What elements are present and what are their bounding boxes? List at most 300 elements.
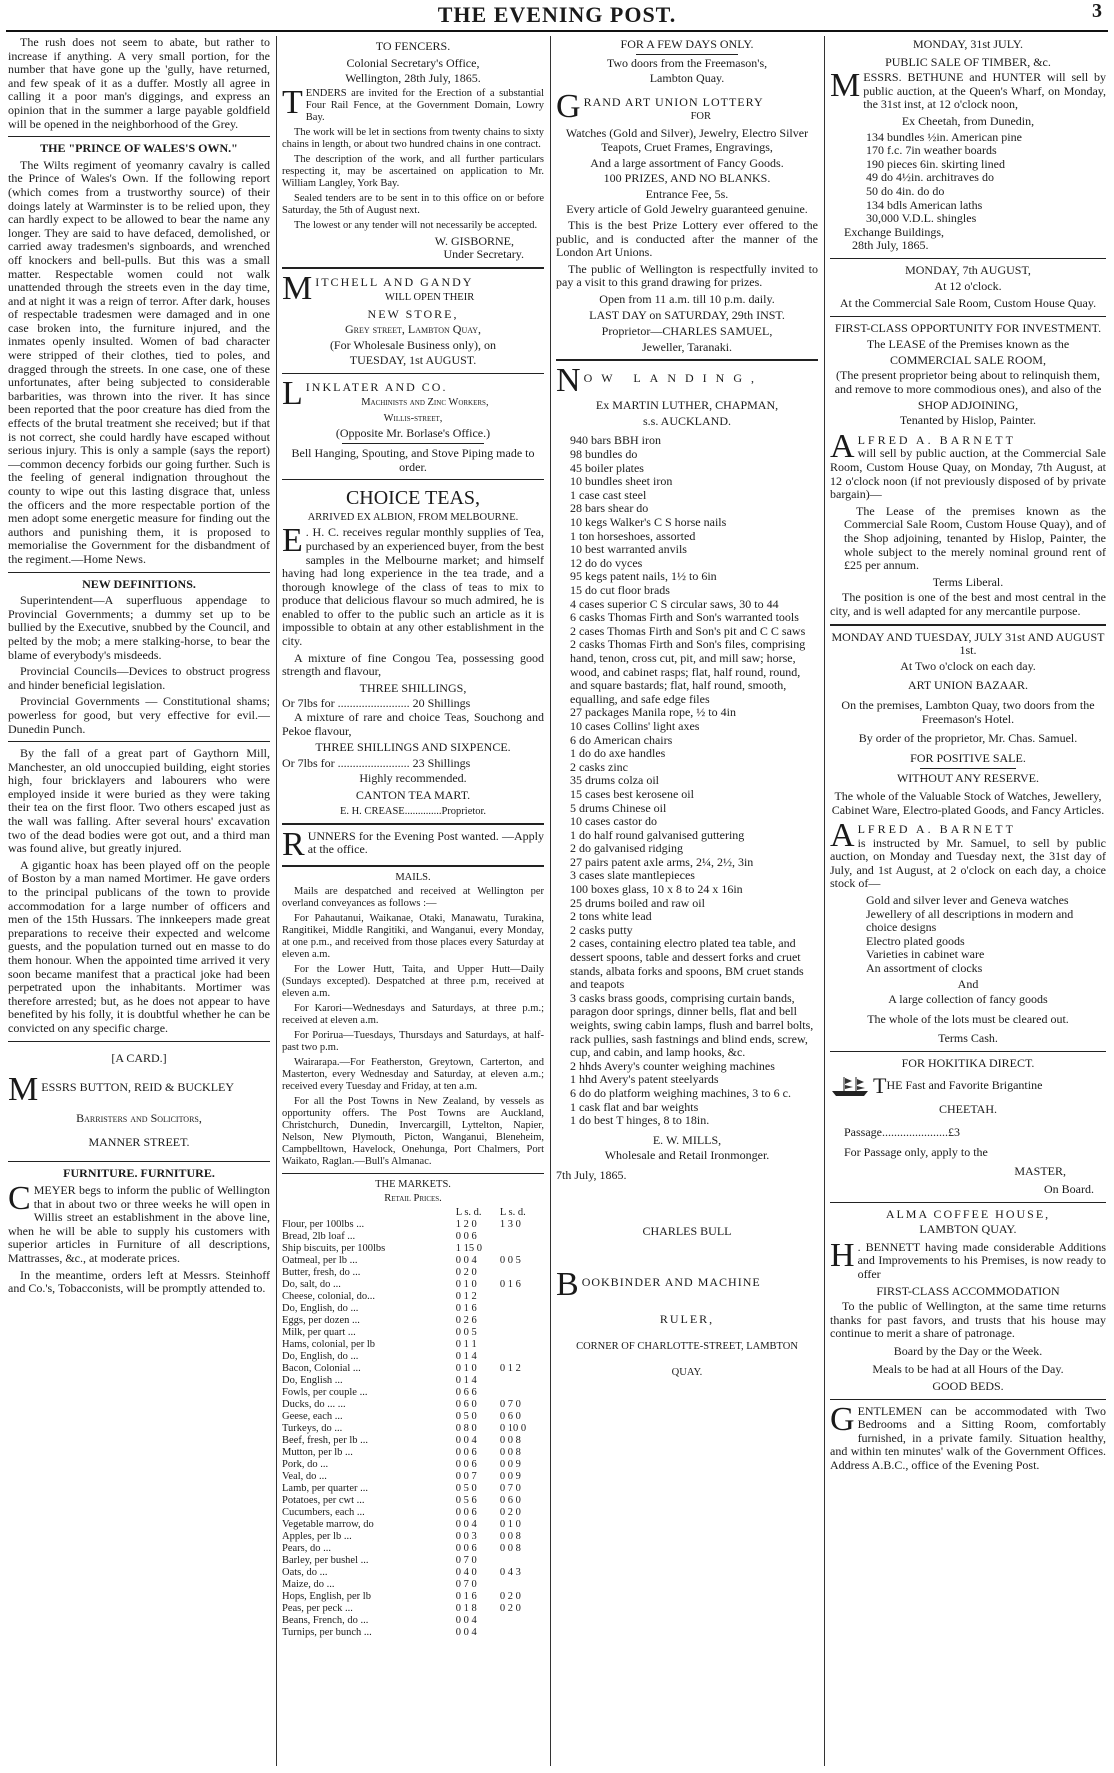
masthead-rule: [6, 30, 1108, 32]
price-value: [500, 1243, 544, 1255]
table-row: [282, 1435, 544, 1447]
mg-address: Grey street, Lambton Quay,: [344, 322, 482, 337]
column-2: [282, 36, 544, 1766]
price-value: 1 2 0: [455, 1218, 477, 1230]
price-value: 0 1 6: [499, 1278, 521, 1290]
cb-name: CHARLES BULL: [642, 1223, 732, 1238]
price-item: Maize, do ...: [282, 1578, 335, 1590]
timber-date: 28th July, 1865.: [852, 238, 929, 253]
list-item: 6 casks Thomas Firth and Son's warranted tools: [570, 610, 799, 625]
list-item: 98 bundles do: [570, 447, 638, 462]
mt-title: MONDAY AND TUESDAY, JULY 31st AND AUGUST 1st.: [831, 629, 1105, 658]
price-item: Mutton, per lb ...: [282, 1446, 353, 1458]
ad-now-landing: [556, 362, 818, 1182]
markets-title: THE MARKETS.: [375, 1178, 451, 1190]
table-row: [282, 1339, 544, 1351]
mon-title: MONDAY, 31st JULY.: [913, 37, 1023, 51]
column-divider: [824, 36, 825, 1766]
hok-ship: CHEETAH.: [938, 1101, 998, 1116]
fco-body-2: (The present proprietor being about to relinquish them, and remove to more commodious ones), and also of the: [834, 368, 1102, 397]
table-row: [282, 1363, 544, 1375]
drop-cap: R: [282, 825, 305, 863]
gau-guarantee: Every article of Gold Jewelry guaranteed genuine.: [566, 202, 808, 217]
table-row: [282, 1459, 544, 1471]
price-value: 0 6 0: [499, 1410, 521, 1422]
price-value: 0 5 0: [455, 1410, 477, 1422]
price-value: 0 7 0: [455, 1578, 477, 1590]
page-number: 3: [1092, 0, 1102, 22]
price-item: Hops, English, per lb: [282, 1590, 371, 1602]
price-value: 0 0 3: [455, 1530, 477, 1542]
price-item: Turnips, per bunch ...: [282, 1626, 372, 1638]
teas-price-1: THREE SHILLINGS,: [359, 680, 467, 695]
price-item: Bacon, Colonial ...: [282, 1362, 361, 1374]
divider: [282, 267, 544, 269]
fencers-body-4: Sealed tenders are to be sent in to this office on or before Saturday, the 5th of August next.: [282, 192, 544, 216]
ad-hokitika: [830, 1072, 1106, 1197]
divider: [830, 624, 1106, 626]
drop-cap: M: [830, 67, 861, 105]
gau-open: Open from 11 a.m. till 10 p.m. daily.: [599, 291, 775, 306]
mon7-where: At the Commercial Sale Room, Custom House Quay.: [839, 296, 1097, 311]
price-item: Milk, per quart ...: [282, 1326, 356, 1338]
ab2-list: [830, 894, 1106, 976]
list-item: 2 tons white lead: [570, 909, 652, 924]
gau-prizes: 100 PRIZES, AND NO BLANKS.: [603, 171, 771, 186]
price-item: Hams, colonial, per lb: [282, 1338, 376, 1350]
table-row: [282, 1399, 544, 1411]
fco-tenant: Tenanted by Hislop, Painter.: [899, 413, 1037, 428]
nl-ship: s.s. AUCKLAND.: [642, 413, 731, 428]
ad-art-union-lottery: [556, 87, 818, 355]
price-value: 0 7 0: [499, 1482, 521, 1494]
price-item: Oats, do ...: [282, 1566, 328, 1578]
list-item: 10 cases castor do: [570, 814, 657, 829]
newspaper-title: THE EVENING POST.: [437, 2, 677, 27]
alma-meals: Meals to be had at all Hours of the Day.: [872, 1361, 1064, 1376]
table-row: [282, 1555, 544, 1567]
divider: [636, 54, 738, 55]
table-row: [282, 1255, 544, 1267]
mg-store: NEW STORE,: [367, 306, 459, 321]
aub-reserve: WITHOUT ANY RESERVE.: [896, 771, 1040, 786]
price-value: 0 1 6: [455, 1590, 477, 1602]
nl-signature: E. W. MILLS,: [652, 1132, 722, 1147]
ad-furniture: [8, 1179, 270, 1296]
column-3: [556, 36, 818, 1766]
price-value: 0 0 4: [455, 1626, 477, 1638]
bb-ruler: RULER,: [659, 1312, 715, 1327]
price-item: Do, English, do ...: [282, 1302, 359, 1314]
price-value: [500, 1351, 544, 1363]
price-value: [500, 1327, 544, 1339]
ad-title-fencers: TO FENCERS.: [375, 39, 451, 53]
ffd-title: FOR A FEW DAYS ONLY.: [620, 37, 754, 51]
gau-fee: Entrance Fee, 5s.: [645, 186, 729, 201]
mt-time: At Two o'clock on each day.: [900, 658, 1036, 673]
gau-for: FOR: [690, 111, 711, 123]
table-row: [282, 1495, 544, 1507]
table-header: L s. d.: [499, 1206, 526, 1218]
list-item: 45 boiler plates: [570, 460, 644, 475]
price-item: Cheese, colonial, do...: [282, 1290, 376, 1302]
table-row: [282, 1375, 544, 1387]
teas-proprietor: E. H. CREASE..............Proprietor.: [339, 805, 487, 817]
teas-title: CHOICE TEAS,: [345, 487, 481, 510]
list-item: 1 cask flat and bar weights: [570, 1099, 699, 1114]
nl-signature-2: Wholesale and Retail Ironmonger.: [604, 1148, 770, 1163]
price-value: 0 1 0: [499, 1518, 521, 1530]
ad-teas: [282, 522, 544, 817]
fco-title: FIRST-CLASS OPPORTUNITY FOR INVESTMENT.: [834, 320, 1102, 335]
list-item: 134 bundles ½in. American pine: [866, 129, 1022, 144]
hok-master: MASTER,: [1014, 1164, 1066, 1179]
timber-list: [830, 131, 1106, 226]
gau-name: RAND ART UNION LOTTERY: [583, 94, 764, 109]
fencers-office: Colonial Secretary's Office,: [346, 55, 480, 70]
firm-name: ESSRS BUTTON, REID & BUCKLEY: [41, 1080, 235, 1095]
table-header: L s. d.: [455, 1206, 482, 1218]
price-value: 0 1 4: [455, 1374, 477, 1386]
price-value: 0 5 0: [455, 1482, 477, 1494]
price-value: [500, 1387, 544, 1399]
table-row: [282, 1291, 544, 1303]
table-row: [282, 1519, 544, 1531]
list-item: 1 do best T hinges, 8 to 18in.: [570, 1113, 710, 1128]
fco-shop: SHOP ADJOINING,: [917, 397, 1019, 412]
price-item: Beans, French, do ...: [282, 1614, 369, 1626]
price-value: [500, 1231, 544, 1243]
price-item: Vegetable marrow, do: [282, 1518, 374, 1530]
divider: [282, 1173, 544, 1174]
teas-mixture-1: A mixture of fine Congou Tea, possessing good strength and flavour,: [282, 650, 544, 679]
list-item: 10 best warranted anvils: [570, 542, 687, 557]
drop-cap: A: [830, 817, 855, 855]
divider: [830, 1051, 1106, 1052]
aub-positive: FOR POSITIVE SALE.: [910, 750, 1026, 765]
table-row: [282, 1231, 544, 1243]
mails-body-7: For all the Post Towns in New Zealand, by vessels as opportunity offers. The Post Towns are Auckland, Christchurch, Dunedin, Invercargill, Lyttelton, Napier, Nelson, New Plymouth, Picton, Wanganui, Bleneheim, Campbelltown, Havelock, Onehunga, Port Chalmers, Port Waikato, Raglan.—Bull's Almanac.: [282, 1095, 544, 1167]
table-row: [282, 1387, 544, 1399]
table-row: [282, 1507, 544, 1519]
price-value: 0 2 0: [499, 1590, 521, 1602]
table-row: [282, 1591, 544, 1603]
list-item: 10 bundles sheet iron: [570, 474, 673, 489]
table-row: [282, 1483, 544, 1495]
list-item: 12 do do vyces: [570, 555, 643, 570]
gau-proprietor-2: Jeweller, Taranaki.: [641, 339, 733, 354]
definition-superintendent: Superintendent—A superfluous appendage to Provincial Governments; a dummy set up to be bullied by the Executive, snubbed by the Council, and pelted by the mob; a mere stalking-horse, to bear the blame of everybody's misdeeds.: [8, 593, 270, 662]
lk-bell: Bell Hanging, Spouting, and Stove Piping made to order.: [291, 446, 535, 474]
nl-date: 7th July, 1865.: [556, 1167, 627, 1182]
list-item: 2 cases, containing electro plated tea table, and dessert spoons, table and dessert forks and cruet stands, albata forks and spoons, BM cruet stands and teapots: [570, 936, 804, 992]
price-item: Do, English, do ...: [282, 1350, 359, 1362]
ad-gentlemen: [830, 1400, 1106, 1473]
aub-title: ART UNION BAZAAR.: [907, 678, 1029, 693]
price-value: [500, 1315, 544, 1327]
furniture-body: MEYER begs to inform the public of Wellington that in about two or three weeks he will open in Willis street an establishment in the above line, when he will be able to supply his customers with superior articles in Furniture of all descriptions, Mattrasses, &c., at moderate prices.: [8, 1182, 270, 1265]
table-row: [282, 1567, 544, 1579]
divider: [8, 572, 270, 573]
drop-cap: L: [282, 374, 303, 412]
ad-bookbinder: [556, 1266, 818, 1379]
ab2-terms: Terms Cash.: [938, 1031, 998, 1046]
divider: [830, 258, 1106, 259]
hok-apply: For Passage only, apply to the: [844, 1144, 988, 1159]
divider: [830, 1399, 1106, 1400]
ad-title-furniture: FURNITURE. FURNITURE.: [63, 1166, 215, 1181]
divider: [8, 1041, 270, 1042]
list-item: An assortment of clocks: [866, 961, 983, 976]
table-row: [282, 1219, 544, 1231]
fencers-signature: W. GISBORNE,: [434, 233, 514, 248]
price-item: Butter, fresh, do ...: [282, 1266, 361, 1278]
article-title-pow: THE "PRINCE OF WALES'S OWN.": [40, 141, 238, 156]
list-item: 10 kegs Walker's C S horse nails: [570, 515, 727, 530]
list-item: 1 case cast steel: [570, 487, 647, 502]
price-value: 0 0 4: [455, 1434, 477, 1446]
nl-list: [556, 434, 818, 1127]
list-item: 27 pairs patent axle arms, 2¼, 2½, 3in: [570, 854, 754, 869]
mails-body-5: For Porirua—Tuesdays, Thursdays and Saturdays, at half-past two p.m.: [282, 1029, 544, 1053]
list-item: 5 drums Chinese oil: [570, 800, 667, 815]
price-value: 0 6 0: [499, 1494, 521, 1506]
fco-room: COMMERCIAL SALE ROOM,: [890, 352, 1046, 367]
firm-role: Barristers and Solicitors,: [76, 1111, 202, 1126]
table-row: [282, 1315, 544, 1327]
mon7-time: At 12 o'clock.: [934, 278, 1002, 293]
price-value: 0 2 0: [499, 1506, 521, 1518]
ab1-name: LFRED A. BARNETT: [857, 432, 1016, 447]
price-value: 0 2 0: [455, 1266, 477, 1278]
price-value: 0 0 8: [499, 1530, 521, 1542]
table-row: [282, 1531, 544, 1543]
column-divider: [276, 36, 277, 1766]
list-item: 6 do do platform weighing machines, 3 to 6 c.: [570, 1085, 791, 1100]
list-item: 1 do half round galvanised guttering: [570, 827, 745, 842]
fencers-body-3: The description of the work, and all further particulars respecting it, may be ascertained on application to Mr. William Langley, York Bay.: [282, 153, 544, 189]
divider: [8, 1161, 270, 1162]
alma-body: . BENNETT having made considerable Additions and Improvements to his Premises, is now ready to offer: [857, 1239, 1106, 1281]
price-value: 0 1 4: [455, 1350, 477, 1362]
table-row: [282, 1579, 544, 1591]
fencers-body: ENDERS are invited for the Erection of a substantial Four Rail Fence, at the Government Domain, Lowry Bay.: [305, 87, 544, 123]
teas-7lbs-1: Or 7lbs for ........................ 20 Shillings: [282, 696, 471, 711]
price-value: [500, 1627, 544, 1639]
price-value: [500, 1339, 544, 1351]
table-row: [282, 1411, 544, 1423]
hok-title: FOR HOKITIKA DIRECT.: [901, 1056, 1035, 1070]
drop-cap: H: [830, 1236, 855, 1274]
price-value: 0 1 1: [455, 1338, 477, 1350]
article-title-definitions: NEW DEFINITIONS.: [82, 576, 196, 591]
price-item: Beef, fresh, per lb ...: [282, 1434, 369, 1446]
ab2-body: is instructed by Mr. Samuel, to sell by public auction, on Monday and Tuesday next, the 31st day of July, and 1st August, at 2 o'clock on each day, a choice stock of—: [830, 835, 1106, 891]
gau-body-1: This is the best Prize Lottery ever offered to the public, and is conducted after the manner of the London Art Unions.: [556, 217, 818, 260]
alma-body-2: To the public of Wellington, at the same time returns thanks for past favors, and trusts that his house may continue to merit a share of patronage.: [830, 1299, 1106, 1341]
list-item: 134 bdls American laths: [866, 197, 983, 212]
price-value: 0 0 4: [455, 1254, 477, 1266]
list-item: 4 cases superior C S circular saws, 30 to 44: [570, 596, 779, 611]
list-item: 2 casks putty: [570, 922, 633, 937]
price-value: 0 0 6: [455, 1446, 477, 1458]
list-item: 2 casks zinc: [570, 759, 628, 774]
table-row: [282, 1423, 544, 1435]
price-item: Oatmeal, per lb ...: [282, 1254, 358, 1266]
list-item: Varieties in cabinet ware: [866, 947, 985, 962]
price-item: Bread, 2lb loaf ...: [282, 1230, 356, 1242]
drop-cap: T: [282, 83, 303, 121]
list-item: 95 kegs patent nails, 1½ to 6in: [570, 569, 717, 584]
card-label: [A CARD.]: [111, 1050, 167, 1065]
price-value: 0 0 8: [499, 1434, 521, 1446]
price-value: 0 4 0: [455, 1566, 477, 1578]
price-value: 0 6 0: [455, 1398, 477, 1410]
bb-quay: QUAY.: [671, 1366, 703, 1378]
price-value: 0 0 9: [499, 1470, 521, 1482]
table-row: [282, 1267, 544, 1279]
price-value: 0 7 0: [455, 1554, 477, 1566]
timber-exchange: Exchange Buildings,: [844, 224, 944, 239]
list-item: 940 bars BBH iron: [570, 433, 661, 448]
lk-street: Willis-street,: [383, 412, 443, 424]
price-value: 0 1 8: [455, 1602, 477, 1614]
price-value: [500, 1615, 544, 1627]
price-value: 0 7 0: [499, 1398, 521, 1410]
price-value: 0 1 0: [455, 1278, 477, 1290]
price-item: Peas, per peck ...: [282, 1602, 353, 1614]
mails-title: MAILS.: [395, 871, 431, 883]
mails-body-4: For Karori—Wednesdays and Saturdays, at three p.m.; received at eleven a.m.: [282, 1002, 544, 1026]
teas-mixture-2: A mixture of rare and choice Teas, Souchong and Pekoe flavour,: [282, 710, 544, 738]
divider: [830, 1202, 1106, 1203]
list-item: 27 packages Manila rope, ½ to 4in: [570, 705, 736, 720]
drop-cap: T: [873, 1072, 887, 1098]
price-value: 0 0 8: [499, 1446, 521, 1458]
list-item: 3 cases slate mantlepieces: [570, 868, 695, 883]
mails-body-2: For Pahautanui, Waikanae, Otaki, Manawatu, Turakina, Rangitikei, Middle Rangitiki, and Wanganui, every Monday, at one p.m., and received from those places every Saturday at eleven a.m.: [282, 912, 544, 960]
drop-cap: M: [8, 1071, 39, 1109]
price-value: [500, 1291, 544, 1303]
ad-button-reid-buckley: [8, 1071, 270, 1149]
ab1-body: will sell by public auction, at the Commercial Sale Room, Custom House Quay, on Monday, 7th August, at 12 o'clock noon (if not previously disposed of by private bargain)—: [830, 446, 1106, 502]
price-value: 0 0 5: [499, 1254, 521, 1266]
article-pow-body: The Wilts regiment of yeomanry cavalry is called the Prince of Wales's Own. If the following report (which comes from a trustworthy source) of their doings lately at Warminster is to be relied upon, they can hardly expect to be allowed to bear the name any longer. They are said to have defaced, demolished, or carried away tradesmen's signboards, and wrenched off knockers and bell-pulls. But this was a small matter. Respectable women could not walk unattended through the streets even in the day time, and at night it was a reign of terror. After dark, houses of respectable tradesmen were damaged and in one case broken into, the furniture injured, and the inmates openly insulted. Women of bad character were stripped of their clothes, tied to poles, and dragged through the streets. In one case, one of these unfortunates, after being subjected to considerable barbarities, was thrown into the river. It has since been reported that the poor creature has died from the effects of the brutal treatment she received; but if that is not correct, she could hardly have escaped without serious injury. This is only a sample (says the report)—common decency forbids our going further. Such is the feeling of general indignation throughout the county to wipe out this lasting disgrace that, unless the officers and the more respectable portion of the men adopt some energetic measure for finding out the authors and punishing them, it is proposed to memorialise the Government for the disbandment of the regiment.—Home News.: [8, 157, 270, 566]
alma-title: ALMA COFFEE HOUSE,: [885, 1206, 1051, 1221]
fco-body-1: The LEASE of the Premises known as the: [866, 337, 1070, 352]
mg-open: WILL OPEN THEIR: [384, 291, 475, 303]
price-value: 0 4 3: [499, 1566, 521, 1578]
price-value: 0 8 0: [455, 1422, 477, 1434]
price-value: 0 0 7: [455, 1470, 477, 1482]
masthead: [0, 0, 1114, 32]
price-value: 0 1 2: [499, 1362, 521, 1374]
mg-date: TUESDAY, 1st AUGUST.: [349, 353, 477, 368]
price-value: 0 2 0: [499, 1602, 521, 1614]
gentlemen-body: ENTLEMEN can be accommodated with Two Bedrooms and a Sitting Room, comfortably furnished, in a private family. Situation healthy, and within ten minutes' walk of the Government Offices. Address A.B.C., office of the Evening Post.: [830, 1403, 1106, 1473]
drop-cap: N: [556, 362, 581, 400]
hok-passage: Passage......................£3: [844, 1125, 960, 1140]
price-item: Cucumbers, each ...: [282, 1506, 365, 1518]
price-value: 1 3 0: [499, 1218, 521, 1230]
price-item: Ducks, do ... ...: [282, 1398, 346, 1410]
nl-title: OW LANDING,: [583, 371, 763, 386]
table-row: [282, 1279, 544, 1291]
teas-7lbs-2: Or 7lbs for ........................ 23 Shillings: [282, 755, 471, 770]
lk-opposite: (Opposite Mr. Borlase's Office.): [335, 425, 491, 440]
teas-subtitle: ARRIVED EX ALBION, FROM MELBOURNE.: [307, 512, 519, 524]
price-item: Ship biscuits, per 100lbs: [282, 1242, 386, 1254]
price-item: Eggs, per dozen ...: [282, 1314, 360, 1326]
article-rush: The rush does not seem to abate, but rather to increase if anything. A very small portion, for the number that have gone up the 'gully, have returned, and few speak of it as a duffer. Mostly all agree in calling it a poor man's diggings, and express an opinion that in the summer a large payable goldfield will be opened in the neighborhood of the Grey.: [8, 36, 270, 131]
list-item: 35 drums colza oil: [570, 773, 659, 788]
price-value: 0 0 6: [455, 1542, 477, 1554]
list-item: 2 cases Thomas Firth and Son's pit and C C saws: [570, 623, 806, 638]
ab1-lease: The Lease of the premises known as the Commercial Sale Room, Custom House Quay), and of the Shop adjoining, tenanted by Hislop, Painter, the whole subject to the merely nominal ground rent of £25 per annum.: [844, 503, 1106, 573]
alma-quay: LAMBTON QUAY.: [919, 1222, 1017, 1237]
price-value: 1 15 0: [455, 1242, 482, 1254]
divider: [8, 136, 270, 137]
gau-body-2: The public of Wellington is respectfully invited to pay a visit to this grand drawing for prizes.: [556, 261, 818, 290]
price-item: Do, English ...: [282, 1374, 343, 1386]
mails-body-6: Wairarapa.—For Featherston, Greytown, Carterton, and Masterton, every Wednesday and Saturday, at eleven a.m.; received every Tuesday and Friday, at ten a.m.: [282, 1056, 544, 1092]
price-item: Geese, each ...: [282, 1410, 343, 1422]
price-value: 0 0 6: [455, 1458, 477, 1470]
list-item: 1 ton horseshoes, assorted: [570, 528, 696, 543]
table-row: [282, 1327, 544, 1339]
timber-ex: Ex Cheetah, from Dunedin,: [901, 113, 1035, 128]
price-item: Do, salt, do ...: [282, 1278, 341, 1290]
aub-stock: The whole of the Valuable Stock of Watches, Jewellery, Cabinet Ware, Electro-plated Goods, and Fancy Articles.: [831, 788, 1105, 817]
ffd-address-2: Lambton Quay.: [649, 71, 725, 86]
fencers-signature-role: Under Secretary.: [443, 247, 524, 262]
divider: [920, 768, 1016, 769]
gau-items: Watches (Gold and Silver), Jewelry, Electro Silver Teapots, Cruet Frames, Engravings,: [565, 126, 809, 154]
table-row: [282, 1627, 544, 1639]
aub-order: By order of the proprietor, Mr. Chas. Samuel.: [858, 731, 1078, 746]
definition-councils: Provincial Councils—Devices to obstruct progress and hinder beneficial legislation.: [8, 664, 270, 692]
ad-alma: [830, 1236, 1106, 1394]
list-item: 10 cases Collins' light axes: [570, 718, 700, 733]
hok-line: HE Fast and Favorite Brigantine: [886, 1077, 1043, 1092]
ad-barnett-2: [830, 817, 1106, 1046]
mg-name: ITCHELL AND GANDY: [315, 274, 474, 289]
column-1: [8, 36, 270, 1766]
gau-goods: And a large assortment of Fancy Goods.: [590, 155, 784, 170]
divider: [830, 316, 1106, 317]
gau-proprietor: Proprietor—CHARLES SAMUEL,: [601, 324, 773, 339]
column-divider: [550, 36, 551, 1766]
table-row: [282, 1471, 544, 1483]
list-item: 1 hhd Avery's patent steelyards: [570, 1072, 719, 1087]
drop-cap: M: [282, 269, 313, 307]
gau-last-day: LAST DAY on SATURDAY, 29th INST.: [589, 307, 785, 322]
markets-subtitle: Retail Prices.: [384, 1192, 442, 1204]
price-value: 0 0 6: [455, 1230, 477, 1242]
column-4: [830, 36, 1106, 1766]
alma-board: Board by the Day or the Week.: [893, 1343, 1043, 1358]
ad-barnett-1: [830, 427, 1106, 619]
list-item: 2 hhds Avery's counter weighing machines: [570, 1058, 775, 1073]
list-item: 15 do cut floor brads: [570, 583, 670, 597]
fencers-body-5: The lowest or any tender will not necessarily be accepted.: [294, 219, 538, 231]
lk-trade: Machinists and Zinc Workers,: [361, 396, 489, 408]
price-value: [500, 1267, 544, 1279]
price-value: 0 0 4: [455, 1614, 477, 1626]
list-item: 6 do American chairs: [570, 732, 673, 747]
ab1-position: The position is one of the best and most central in the city, and is well adapted for any mercantile purpose.: [830, 590, 1106, 618]
price-value: 0 5 6: [455, 1494, 477, 1506]
